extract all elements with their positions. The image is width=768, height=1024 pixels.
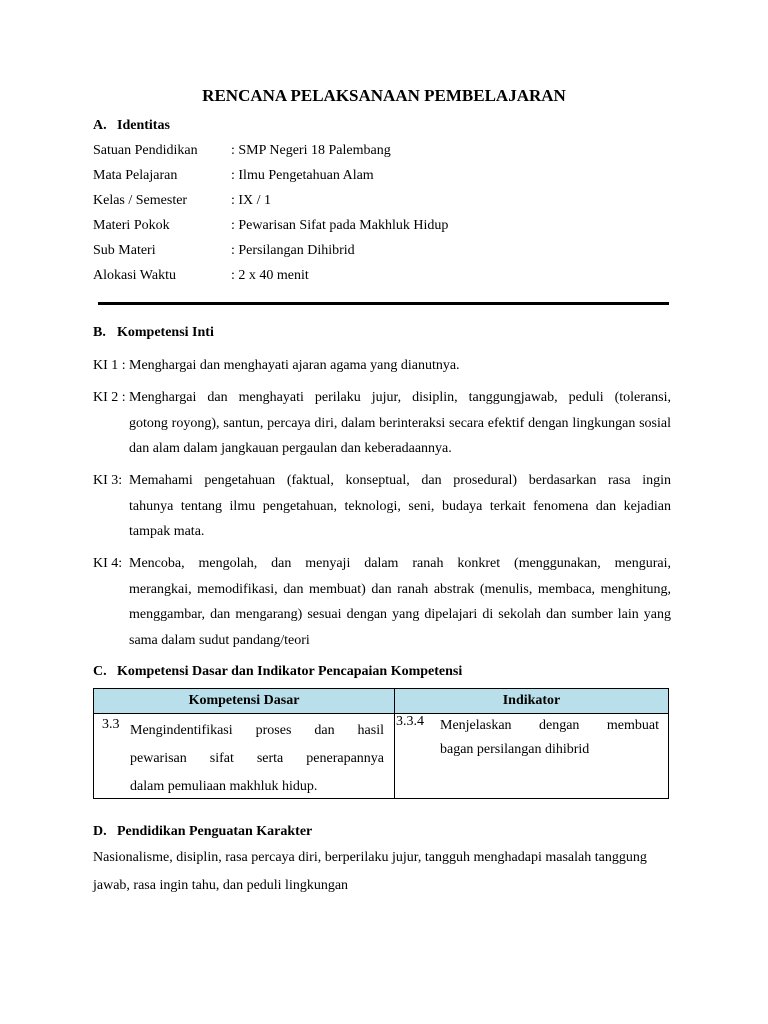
ki-text-first-line: Mencoba, mengolah, dan menyaji dalam ranah konkret (menggunakan, mengurai, <box>129 556 671 571</box>
identitas-label: Mata Pelajaran <box>93 168 178 183</box>
section-title: Kompetensi Inti <box>117 325 214 340</box>
section-title: Identitas <box>117 118 170 133</box>
identitas-label: Kelas / Semester <box>93 193 188 208</box>
kd-text-line: pewarisan sifat serta penerapannya <box>130 751 384 766</box>
horizontal-divider <box>98 302 669 305</box>
identitas-label: Alokasi Waktu <box>93 268 176 283</box>
ki-label: KI 1 : <box>93 358 126 373</box>
kd-cell <box>94 714 395 799</box>
kd-number: 3.3 <box>102 717 120 732</box>
ki-label: KI 3: <box>93 473 123 488</box>
document-title: RENCANA PELAKSANAAN PEMBELAJARAN <box>202 86 566 105</box>
karakter-text: Nasionalisme, disiplin, rasa percaya diri, berperilaku jujur, tangguh menghadapi masalah tanggung jawab, rasa ingin tahu, dan peduli lingkungan <box>93 850 647 893</box>
identitas-label: Sub Materi <box>93 243 156 258</box>
section-kompetensi-inti-heading <box>93 325 214 341</box>
section-number: D. <box>93 824 107 839</box>
section-title: Pendidikan Penguatan Karakter <box>117 824 313 839</box>
indikator-text-line: Menjelaskan dengan membuat <box>440 718 659 733</box>
ki-text-continuation: gotong royong), santun, percaya diri, dalam berinteraksi secara efektif dengan lingkungan sosial dan alam dalam jangkauan pergaulan dan keberadaannya. <box>129 415 671 456</box>
section-number: A. <box>93 118 107 133</box>
identitas-value: : Pewarisan Sifat pada Makhluk Hidup <box>231 218 449 233</box>
identitas-value: : Persilangan Dihibrid <box>231 243 355 258</box>
section-number: C. <box>93 664 107 679</box>
kompetensi-table <box>93 688 669 799</box>
identitas-value: : Ilmu Pengetahuan Alam <box>231 168 374 183</box>
indikator-number: 3.3.4 <box>396 714 424 729</box>
ki-item-4 <box>93 551 671 653</box>
section-karakter-heading <box>93 824 312 840</box>
ki-item-3 <box>93 468 671 545</box>
ki-item-2 <box>93 385 671 462</box>
kd-text-line: dalam pemuliaan makhluk hidup. <box>130 779 318 794</box>
identitas-value: : 2 x 40 menit <box>231 268 309 283</box>
ki-text-first-line: Memahami pengetahuan (faktual, konseptual, dan prosedural) berdasarkan rasa ingin <box>129 473 671 488</box>
ki-item-1 <box>93 353 671 379</box>
indikator-text-line: bagan persilangan dihibrid <box>440 742 590 757</box>
ki-label: KI 2 : <box>93 390 126 405</box>
identitas-label: Materi Pokok <box>93 218 170 233</box>
identitas-value: : SMP Negeri 18 Palembang <box>231 143 391 158</box>
kd-text-line: Mengindentifikasi proses dan hasil <box>130 723 384 738</box>
ki-text: Menghargai dan menghayati ajaran agama yang dianutnya. <box>129 358 460 373</box>
section-kompetensi-dasar-heading <box>93 664 462 680</box>
ki-text-continuation: tahunya tentang ilmu pengetahuan, teknologi, seni, budaya terkait fenomena dan kejadian tampak mata. <box>129 498 671 539</box>
indikator-cell <box>395 714 669 799</box>
table-header-kompetensi-dasar: Kompetensi Dasar <box>94 689 395 714</box>
section-title: Kompetensi Dasar dan Indikator Pencapaian Kompetensi <box>117 664 463 679</box>
section-number: B. <box>93 325 106 340</box>
ki-label: KI 4: <box>93 556 123 571</box>
table-header-indikator: Indikator <box>395 689 669 714</box>
identitas-label: Satuan Pendidikan <box>93 143 198 158</box>
ki-text-first-line: Menghargai dan menghayati perilaku jujur, disiplin, tanggungjawab, peduli (toleransi, <box>129 390 671 405</box>
identitas-value: : IX / 1 <box>231 193 272 208</box>
section-identitas-heading <box>93 118 170 134</box>
table-row <box>94 714 669 799</box>
ki-text-continuation: merangkai, memodifikasi, dan membuat) dan ranah abstrak (menulis, membaca, menghitung, menggambar, dan mengarang) sesuai dengan yang dipelajari di sekolah dan sumber lain yang sama dalam sudut pandang/teori <box>129 581 671 648</box>
